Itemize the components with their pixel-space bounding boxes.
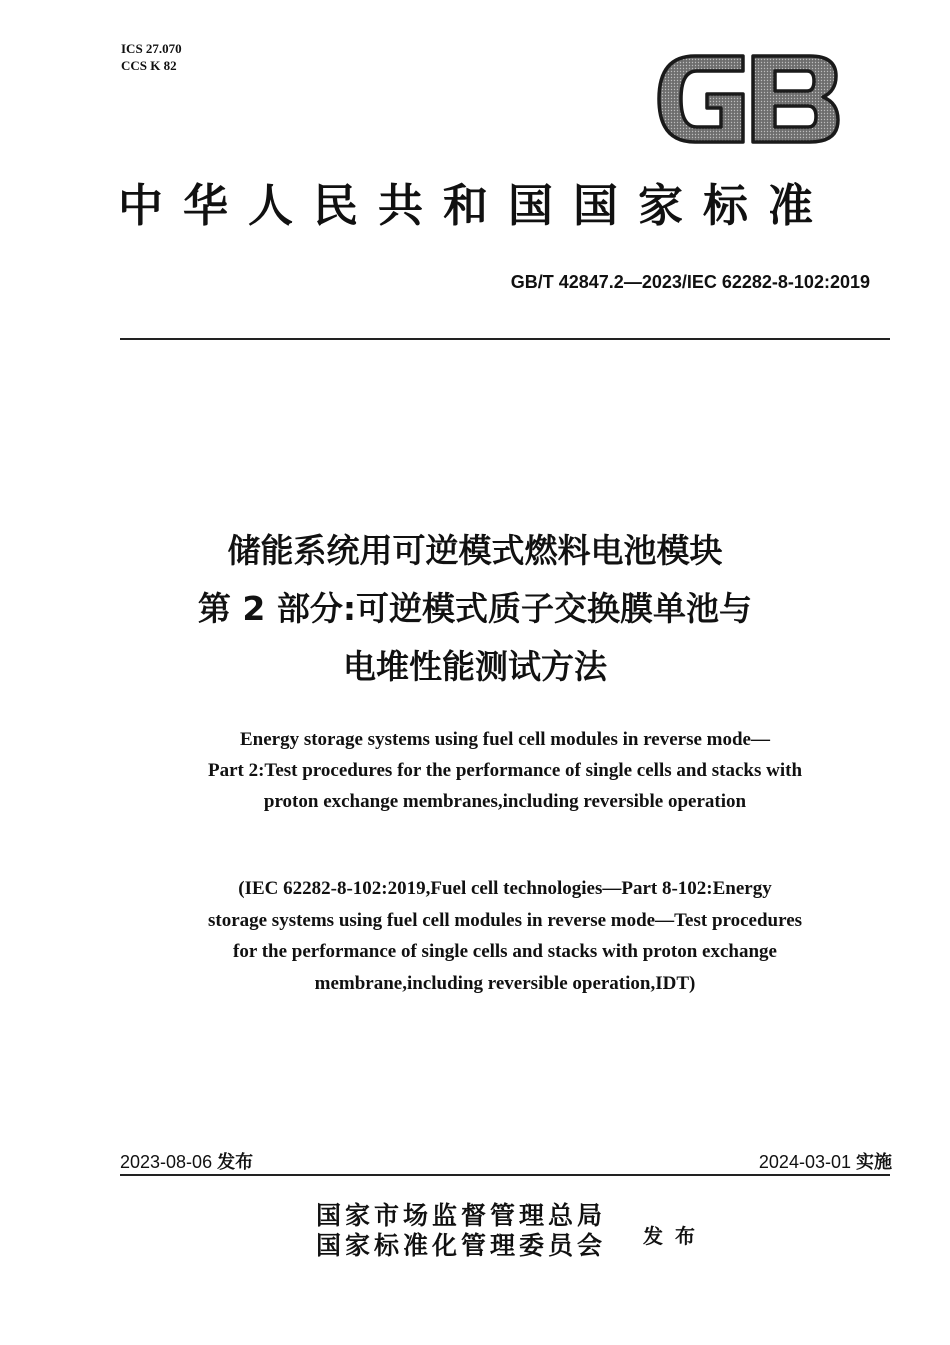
classification-codes	[121, 40, 182, 74]
english-title-line-3: proton exchange membranes,including reversible operation	[263, 791, 747, 812]
chinese-title	[0, 522, 950, 696]
issue-date-label: 发布	[217, 1152, 254, 1173]
standard-category-title: 中华人民共和国国家标准	[118, 179, 834, 232]
issue-date-value: 2023-08-06	[120, 1152, 213, 1172]
gb-logo	[655, 52, 840, 147]
iec-note-line-1: (IEC 62282-8-102:2019,Fuel cell technologies—Part 8-102:Energy	[238, 878, 772, 899]
issuer-sac: 国家标准化管理委员会	[316, 1231, 607, 1260]
effective-date-label: 实施	[856, 1152, 892, 1173]
chinese-title-line-2: 第 2 部分:可逆模式质子交换膜单池与	[197, 589, 753, 628]
iec-note-line-3: for the performance of single cells and stacks with proton exchange	[233, 941, 777, 962]
english-title-line-2: Part 2:Test procedures for the performance of single cells and stacks with	[207, 760, 803, 781]
iec-equivalence-note	[0, 873, 950, 999]
effective-date	[759, 1148, 892, 1174]
ics-code: ICS 27.070	[121, 41, 182, 56]
publish-label: 发布	[643, 1224, 707, 1248]
header-divider	[120, 338, 890, 340]
effective-date-value: 2024-03-01	[758, 1152, 851, 1172]
iec-note-line-4: membrane,including reversible operation,IDT)	[314, 972, 696, 994]
chinese-title-line-3: 电堆性能测试方法	[343, 647, 607, 686]
standard-code: GB/T 42847.2—2023/IEC 62282-8-102:2019	[510, 272, 870, 292]
iec-note-line-2: storage systems using fuel cell modules in reverse mode—Test procedures	[207, 909, 803, 931]
english-title-line-1: Energy storage systems using fuel cell modules in reverse mode—	[239, 729, 770, 750]
issue-date	[120, 1148, 253, 1174]
issuing-organizations	[316, 1201, 606, 1261]
issuer-samr: 国家市场监督管理总局	[316, 1201, 607, 1230]
english-title	[0, 724, 950, 817]
footer-divider	[120, 1174, 890, 1176]
ccs-code: CCS K 82	[121, 58, 177, 73]
chinese-title-line-1: 储能系统用可逆模式燃料电池模块	[227, 531, 723, 570]
